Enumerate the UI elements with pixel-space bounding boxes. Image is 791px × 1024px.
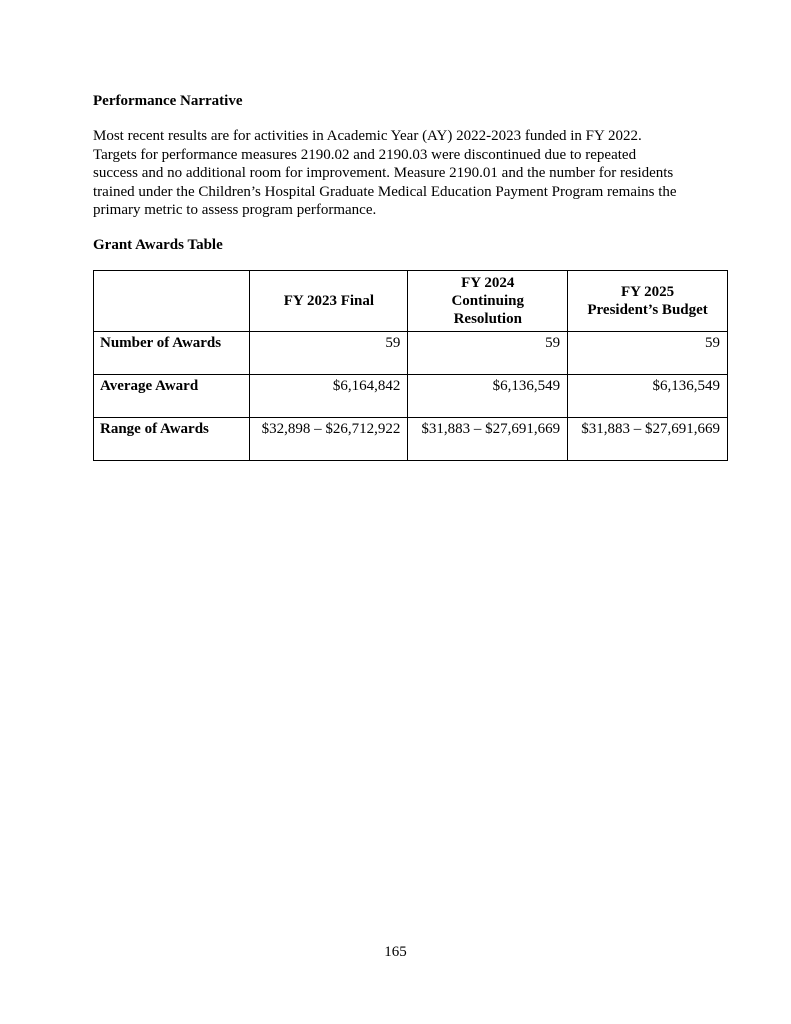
- table-cell: $31,883 – $27,691,669: [408, 418, 568, 461]
- narrative-line: trained under the Children’s Hospital Graduate Medical Education Payment Program remains the: [93, 183, 677, 200]
- table-cell: $32,898 – $26,712,922: [250, 418, 408, 461]
- header-cell-empty: [94, 271, 250, 332]
- row-label: Average Award: [94, 375, 250, 418]
- table-cell: 59: [250, 332, 408, 375]
- header-line: Continuing: [451, 293, 525, 309]
- grant-awards-table: [93, 270, 728, 461]
- narrative-line: primary metric to assess program performance.: [93, 202, 377, 218]
- narrative-line: success and no additional room for improvement. Measure 2190.01 and the number for residents: [93, 165, 674, 181]
- header-line: Resolution: [453, 311, 522, 327]
- narrative-line: Targets for performance measures 2190.02 and 2190.03 were discontinued due to repeated: [93, 146, 637, 163]
- table-cell: $6,136,549: [408, 375, 568, 418]
- header-line: FY 2025: [620, 284, 675, 300]
- performance-narrative-heading: Performance Narrative: [93, 93, 243, 109]
- header-line: FY 2023 Final: [283, 293, 375, 309]
- header-cell-fy2023-final: [250, 271, 408, 332]
- table-row: [94, 375, 728, 418]
- narrative-paragraph: [93, 127, 723, 220]
- table-row: [94, 332, 728, 375]
- table-header-row: [94, 271, 728, 332]
- narrative-line: Most recent results are for activities in Academic Year (AY) 2022-2023 funded in FY 2022.: [93, 128, 642, 144]
- header-line: FY 2024: [461, 275, 515, 291]
- row-label: Number of Awards: [94, 332, 250, 375]
- table-cell: $6,164,842: [250, 375, 408, 418]
- table-cell: $6,136,549: [568, 375, 728, 418]
- table-cell: 59: [408, 332, 568, 375]
- table-row: [94, 418, 728, 461]
- table-cell: 59: [568, 332, 728, 375]
- table-cell: $31,883 – $27,691,669: [568, 418, 728, 461]
- page-number: 165: [384, 944, 407, 960]
- header-cell-fy2025-presidents-budget: [568, 271, 728, 332]
- header-line: President’s Budget: [587, 302, 708, 318]
- grant-awards-table-heading: Grant Awards Table: [93, 237, 223, 253]
- row-label: Range of Awards: [94, 418, 250, 461]
- header-cell-fy2024-continuing-resolution: [408, 271, 568, 332]
